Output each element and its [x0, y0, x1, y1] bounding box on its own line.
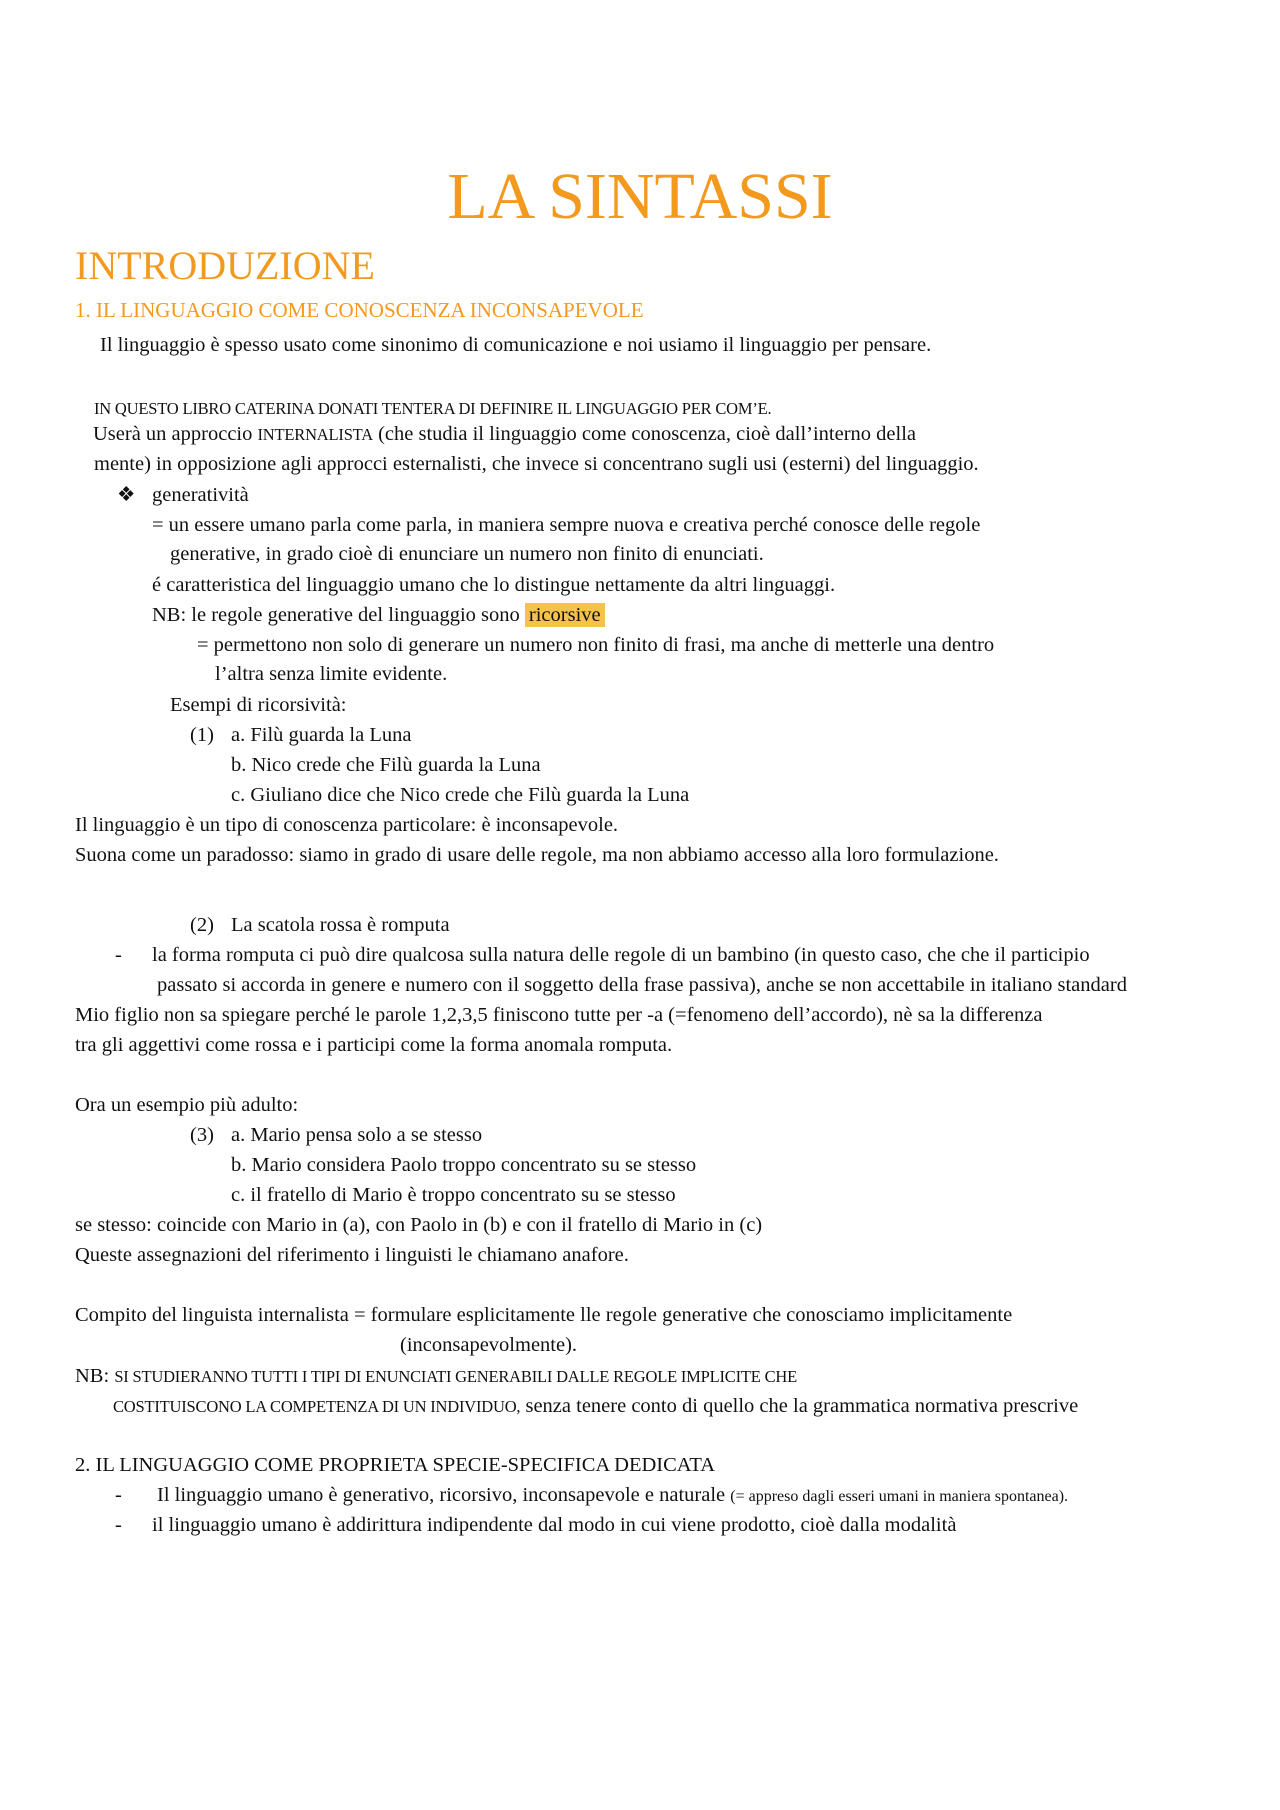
paragraph-line: Esempi di ricorsività:	[170, 694, 347, 716]
paragraph-line: = permettono non solo di generare un numero non finito di frasi, ma anche di metterle una dentro	[197, 634, 995, 656]
text-run: Userà un approccio	[93, 423, 253, 445]
paragraph-line: se stesso: coincide con Mario in (a), con Paolo in (b) e con il fratello di Mario in (c)	[75, 1214, 763, 1236]
text-run: NB: le regole generative del linguaggio sono	[152, 604, 520, 626]
paragraph-line	[93, 419, 916, 450]
paragraph-line: Mio figlio non sa spiegare perché le parole 1,2,3,5 finiscono tutte per -a (=fenomeno dell’accordo), nè sa la differenza	[75, 1004, 1043, 1026]
subsection-heading-2: 2. IL LINGUAGGIO COME PROPRIETA SPECIE-SPECIFICA DEDICATA	[75, 1454, 716, 1476]
bullet-line	[157, 1480, 1068, 1512]
smallcaps-run: COSTITUISCONO LA COMPETENZA DI UN INDIVIDUO,	[113, 1397, 521, 1416]
smallcaps-line: IN QUESTO LIBRO CATERINA DONATI TENTERA DI DEFINIRE IL LINGUAGGIO PER COM’E.	[94, 399, 772, 418]
dash-bullet: -	[115, 1484, 122, 1506]
paragraph-line: Il linguaggio è spesso usato come sinonimo di comunicazione e noi usiamo il linguaggio per pensare.	[100, 334, 932, 356]
paragraph-line: tra gli aggettivi come rossa e i participi come la forma anomala romputa.	[75, 1034, 673, 1056]
small-run: (= appreso dagli esseri umani in maniera spontanea).	[730, 1488, 1069, 1505]
smallcaps-run: SI STUDIERANNO TUTTI I TIPI DI ENUNCIATI GENERABILI DALLE REGOLE IMPLICITE CHE	[114, 1367, 797, 1386]
section-heading-introduzione: INTRODUZIONE	[75, 243, 375, 288]
example-line: a. Mario pensa solo a se stesso	[231, 1124, 483, 1146]
example-number: (3)	[190, 1124, 214, 1146]
internalista-term: INTERNALISTA	[257, 425, 373, 444]
subsection-heading-1: 1. IL LINGUAGGIO COME CONOSCENZA INCONSAPEVOLE	[75, 298, 644, 322]
example-line: b. Mario considera Paolo troppo concentrato su se stesso	[231, 1154, 697, 1176]
paragraph-line: Ora un esempio più adulto:	[75, 1094, 299, 1116]
paragraph-line: generative, in grado cioè di enunciare un numero non finito di enunciati.	[170, 543, 764, 565]
paragraph-line: Compito del linguista internalista = formulare esplicitamente lle regole generative che conosciamo implicitamente	[75, 1304, 1013, 1326]
text-run: senza tenere conto di quello che la grammatica normativa prescrive	[525, 1395, 1079, 1417]
example-line: a. Filù guarda la Luna	[231, 724, 412, 746]
example-line: La scatola rossa è romputa	[231, 914, 450, 936]
paragraph-line: (inconsapevolmente).	[400, 1334, 578, 1356]
paragraph-line: Suona come un paradosso: siamo in grado di usare delle regole, ma non abbiamo accesso alla loro formulazione.	[75, 844, 999, 866]
paragraph-line: é caratteristica del linguaggio umano che lo distingue nettamente da altri linguaggi.	[152, 574, 836, 596]
nb-line	[113, 1391, 1078, 1422]
nb-line	[75, 1361, 797, 1392]
paragraph-line: Queste assegnazioni del riferimento i linguisti le chiamano anafore.	[75, 1244, 629, 1266]
paragraph-line: la forma romputa ci può dire qualcosa sulla natura delle regole di un bambino (in questo caso, che che il participio	[152, 944, 1090, 966]
example-line: b. Nico crede che Filù guarda la Luna	[231, 754, 541, 776]
paragraph-line: mente) in opposizione agli approcci esternalisti, che invece si concentrano sugli usi (esterni) del linguaggio.	[94, 453, 979, 475]
example-number: (2)	[190, 914, 214, 936]
paragraph-line: Il linguaggio è un tipo di conoscenza particolare: è inconsapevole.	[75, 814, 619, 836]
page-title: LA SINTASSI	[447, 160, 833, 233]
example-line: c. Giuliano dice che Nico crede che Filù guarda la Luna	[231, 784, 690, 806]
nb-line	[152, 600, 605, 630]
diamond-bullet-icon: ❖	[117, 484, 136, 506]
bullet-generativita: generatività	[152, 484, 249, 506]
text-run: Il linguaggio umano è generativo, ricorsivo, inconsapevole e naturale	[157, 1484, 726, 1506]
paragraph-line: passato si accorda in genere e numero con il soggetto della frase passiva), anche se non accettabile in italiano standard	[157, 974, 1127, 996]
highlight-ricorsive: ricorsive	[525, 603, 605, 627]
text-run: (che studia il linguaggio come conoscenza, cioè dall’interno della	[378, 423, 917, 445]
paragraph-line: = un essere umano parla come parla, in maniera sempre nuova e creativa perché conosce delle regole	[152, 514, 981, 536]
dash-bullet: -	[115, 1514, 122, 1536]
bullet-line: il linguaggio umano è addirittura indipendente dal modo in cui viene prodotto, cioè dalla modalità	[152, 1514, 957, 1536]
dash-bullet: -	[115, 944, 122, 966]
example-line: c. il fratello di Mario è troppo concentrato su se stesso	[231, 1184, 676, 1206]
example-number: (1)	[190, 724, 214, 746]
paragraph-line: l’altra senza limite evidente.	[215, 663, 448, 685]
text-run: NB:	[75, 1365, 110, 1387]
